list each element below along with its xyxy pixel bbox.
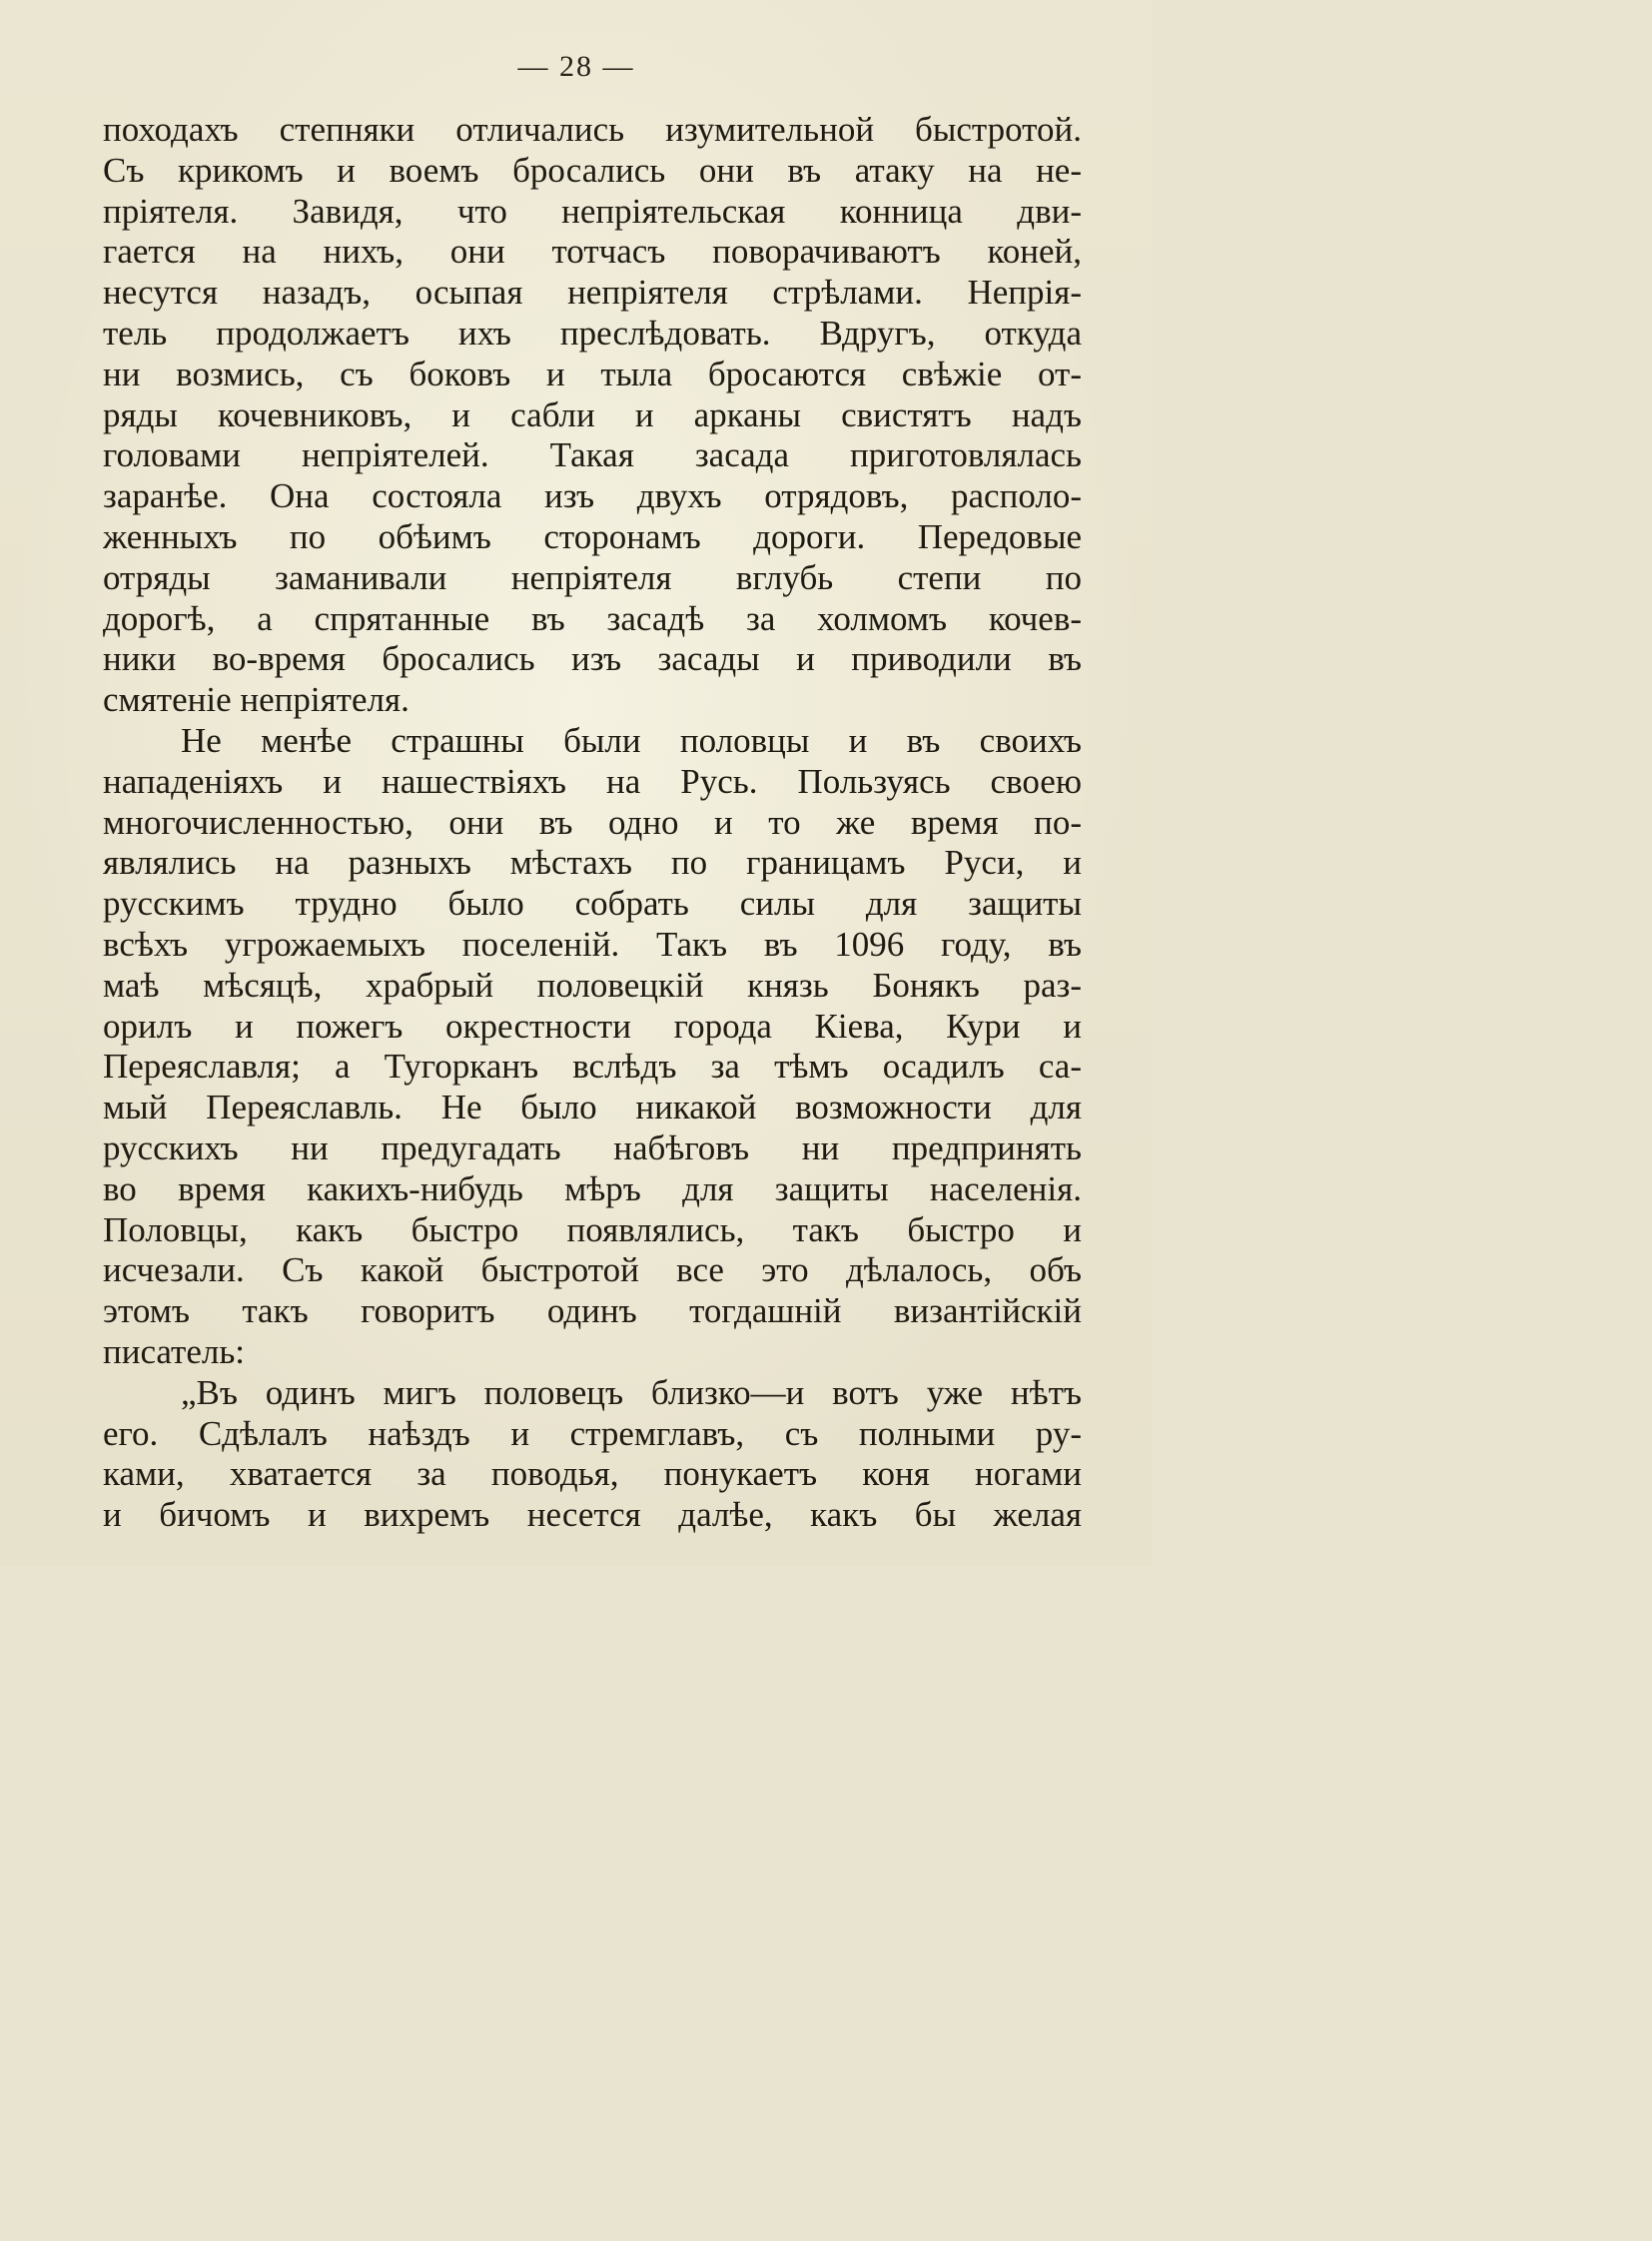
text-line: являлись на разныхъ мѣстахъ по границамъ Руси, и: [103, 843, 1082, 883]
text-line: пріятеля. Завидя, что непріятельская конница дви-: [103, 191, 1082, 231]
text-line: русскихъ ни предугадать набѣговъ ни предпринять: [103, 1127, 1082, 1167]
text-line: ками, хватается за поводья, понукаетъ коня ногами: [103, 1454, 1082, 1494]
text-line: писатель:: [103, 1331, 246, 1371]
text-line: заранѣе. Она состояла изъ двухъ отрядовъ, располо-: [103, 476, 1082, 516]
paragraph-first-line: „Въ одинъ мигъ половецъ близко—и вотъ уже нѣтъ: [181, 1372, 1082, 1412]
text-line: Половцы, какъ быстро появлялись, такъ быстро и: [103, 1209, 1082, 1249]
text-line: отряды заманивали непріятеля вглубь степи по: [103, 557, 1082, 597]
text-line: исчезали. Съ какой быстротой все это дѣлалось, объ: [103, 1250, 1082, 1290]
text-line: гается на нихъ, они тотчасъ поворачиваютъ коней,: [103, 232, 1082, 272]
text-line: мый Переяславль. Не было никакой возможности для: [103, 1088, 1082, 1127]
text-line: маѣ мѣсяцѣ, храбрый половецкій князь Бонякъ раз-: [103, 965, 1082, 1005]
text-line: русскимъ трудно было собрать силы для защиты: [103, 884, 1082, 924]
text-line: ники во-время бросались изъ засады и приводили въ: [103, 639, 1082, 679]
text-line: Переяславля; а Тугорканъ вслѣдъ за тѣмъ осадилъ са-: [103, 1047, 1082, 1087]
text-line: ни возмись, съ боковъ и тыла бросаются свѣжіе от-: [103, 354, 1082, 393]
text-line: смятеніе непріятеля.: [103, 680, 410, 720]
text-line: всѣхъ угрожаемыхъ поселеній. Такъ въ 1096 году, въ: [103, 924, 1082, 964]
text-line: многочисленностью, они въ одно и то же время по-: [103, 802, 1082, 842]
text-line: во время какихъ-нибудь мѣръ для защиты населенія.: [103, 1168, 1082, 1208]
text-line: дорогѣ, а спрятанные въ засадѣ за холмомъ кочев-: [103, 598, 1082, 638]
text-line: и бичомъ и вихремъ несется далѣе, какъ бы желая: [103, 1495, 1082, 1535]
text-line: тель продолжаетъ ихъ преслѣдовать. Вдругъ, откуда: [103, 313, 1082, 353]
body-text: [103, 110, 1082, 1536]
text-line: нападеніяхъ и нашествіяхъ на Русь. Пользуясь своею: [103, 761, 1082, 801]
text-line: головами непріятелей. Такая засада приготовлялась: [103, 435, 1082, 475]
text-line: Съ крикомъ и воемъ бросались они въ атаку на не-: [103, 150, 1082, 190]
text-line: этомъ такъ говоритъ одинъ тогдашній византійскій: [103, 1291, 1082, 1331]
book-page: [0, 0, 1153, 1566]
page-number: — 28 —: [517, 50, 635, 83]
text-line: несутся назадъ, осыпая непріятеля стрѣлами. Непрія-: [103, 273, 1082, 313]
text-line: женныхъ по обѣимъ сторонамъ дороги. Передовые: [103, 516, 1082, 556]
text-line: его. Сдѣлалъ наѣздъ и стремглавъ, съ полными ру-: [103, 1413, 1082, 1453]
text-line: походахъ степняки отличались изумительной быстротой.: [103, 110, 1082, 149]
text-line: ряды кочевниковъ, и сабли и арканы свистятъ надъ: [103, 394, 1082, 434]
paragraph-first-line: Не менѣе страшны были половцы и въ своихъ: [181, 720, 1082, 760]
text-line: орилъ и пожегъ окрестности города Кіева, Кури и: [103, 1006, 1082, 1046]
